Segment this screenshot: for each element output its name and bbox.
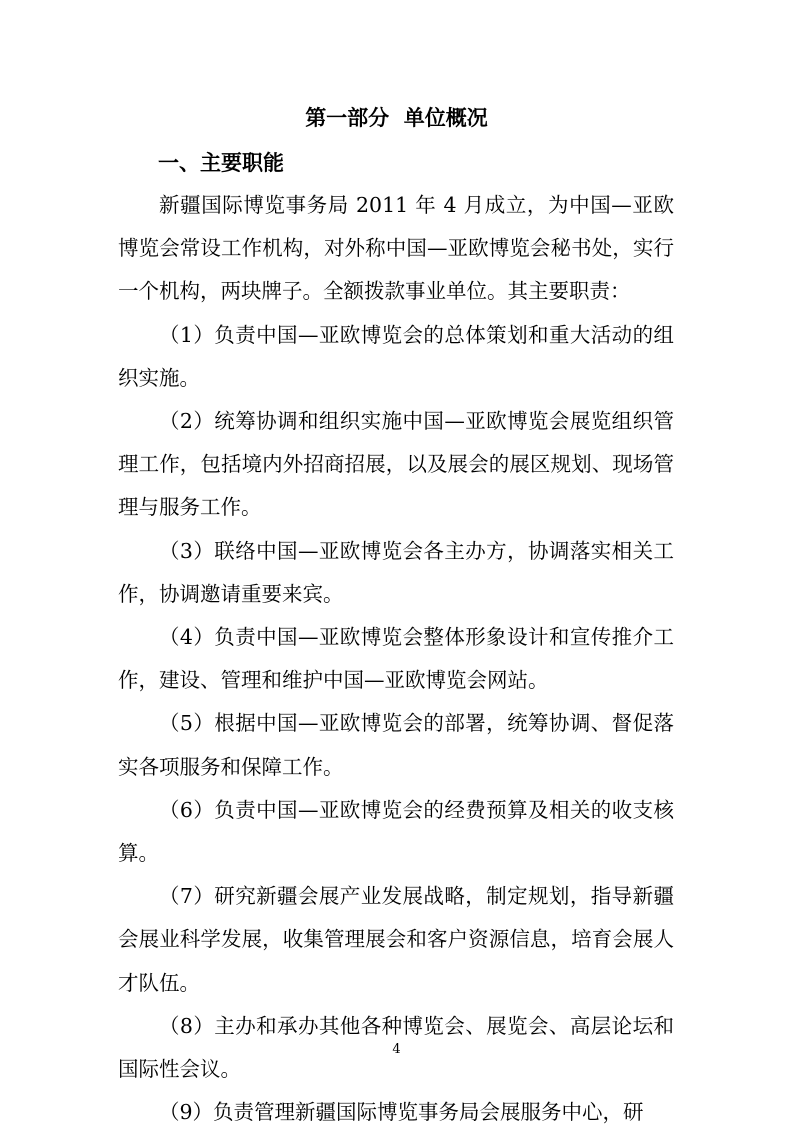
paragraph-duty-8: （8）主办和承办其他各种博览会、展览会、高层论坛和国际性会议。: [118, 1013, 674, 1082]
paragraph-duty-7: （7）研究新疆会展产业发展战略，制定规划，指导新疆会展业科学发展，收集管理展会和客户资源信息，培育会展人才队伍。: [118, 884, 674, 995]
section-heading: 一、主要职能: [158, 151, 284, 175]
paragraph-duty-9: （9）负责管理新疆国际博览事务局会展服务中心，研: [159, 1100, 644, 1125]
paragraph-duty-4: （4）负责中国—亚欧博览会整体形象设计和宣传推介工作，建设、管理和维护中国—亚欧博览会网站。: [118, 625, 674, 693]
paragraph-duty-6: （6）负责中国—亚欧博览会的经费预算及相关的收支核算。: [118, 797, 674, 866]
paragraph-intro: 新疆国际博览事务局 2011 年 4 月成立，为中国—亚欧博览会常设工作机构，对外称中国—亚欧博览会秘书处，实行一个机构，两块牌子。全额拨款事业单位。其主要职责：: [118, 193, 674, 304]
paragraph-duty-5: （5）根据中国—亚欧博览会的部署，统筹协调、督促落实各项服务和保障工作。: [118, 711, 674, 779]
page-title: 第一部分 单位概况: [305, 106, 488, 130]
paragraph-duty-1: （1）负责中国—亚欧博览会的总体策划和重大活动的组织实施。: [118, 322, 674, 390]
body-text: [118, 184, 674, 1134]
paragraph-duty-3: （3）联络中国—亚欧博览会各主办方，协调落实相关工作，协调邀请重要来宾。: [118, 538, 674, 606]
paragraph-duty-2: （2）统筹协调和组织实施中国—亚欧博览会展览组织管理工作，包括境内外招商招展，以及展会的展区规划、现场管理与服务工作。: [118, 409, 674, 520]
page-number: 4: [392, 1042, 401, 1057]
